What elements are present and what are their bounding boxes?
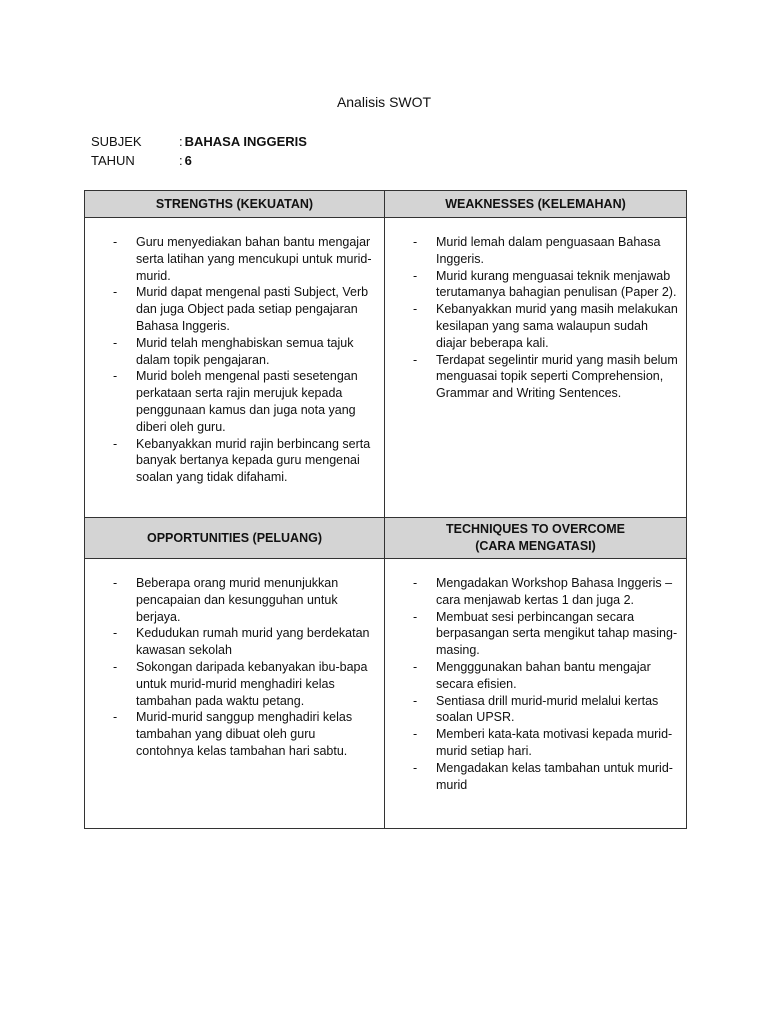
list-item-text: Mengggunakan bahan bantu mengajar secara efisien.: [436, 659, 651, 691]
list-item: [113, 284, 376, 334]
list-item-text: Murid boleh mengenal pasti sesetengan perkataan serta rajin merujuk kepada penggunaan kamus dan juga nota yang diberi oleh guru.: [136, 369, 358, 434]
bullet-dash: -: [113, 436, 118, 451]
bullet-dash: -: [113, 335, 118, 350]
list-item: [413, 659, 678, 693]
list-item-text: Membuat sesi perbincangan secara berpasangan serta mengikut tahap masing-masing.: [436, 609, 678, 658]
list-item: [113, 436, 376, 486]
list-item: [413, 609, 678, 659]
strengths-header: STRENGTHS (KEKUATAN): [85, 191, 385, 218]
bullet-dash: -: [413, 576, 418, 590]
list-item: [413, 301, 678, 351]
weaknesses-header: WEAKNESSES (KELEMAHAN): [385, 191, 687, 218]
list-item: [113, 335, 376, 369]
bullet-dash: -: [113, 710, 118, 725]
list-item-text: Mengadakan Workshop Bahasa Inggeris – cara menjawab kertas 1 dan juga 2.: [436, 576, 673, 607]
subject-label: SUBJEK: [91, 134, 142, 149]
list-item: [113, 625, 376, 659]
list-item: [413, 575, 678, 609]
bullet-dash: -: [413, 760, 418, 775]
list-item-text: Guru menyediakan bahan bantu mengajar serta latihan yang mencukupi untuk murid-murid.: [136, 235, 372, 283]
swot-table: [84, 190, 687, 829]
bullet-dash: -: [413, 727, 418, 742]
list-item-text: Terdapat segelintir murid yang masih belum menguasai topik seperti Comprehension, Grammar and Writing Sentences.: [436, 352, 678, 401]
list-item: [413, 268, 678, 302]
bullet-dash: -: [413, 352, 418, 367]
list-item: [113, 234, 376, 284]
list-item: [113, 659, 376, 709]
list-item-text: Murid kurang menguasai teknik menjawab terutamanya bahagian penulisan (Paper 2).: [436, 268, 677, 300]
bullet-dash: -: [113, 235, 118, 249]
subject-separator: :: [179, 134, 183, 149]
list-item-text: Sentiasa drill murid-murid melalui kertas soalan UPSR.: [436, 693, 659, 725]
opportunities-cell: [85, 559, 385, 829]
list-item-text: Memberi kata-kata motivasi kepada murid-murid setiap hari.: [436, 727, 673, 758]
techniques-list: [385, 559, 686, 793]
weaknesses-cell: [385, 218, 687, 518]
bullet-dash: -: [113, 626, 118, 641]
list-item: [413, 760, 678, 794]
subject-value: BAHASA INGGERIS: [184, 134, 307, 149]
bullet-dash: -: [413, 302, 418, 317]
page-title: Analisis SWOT: [336, 94, 432, 110]
list-item-text: Mengadakan kelas tambahan untuk murid-murid: [436, 760, 673, 792]
list-item-text: Murid lemah dalam penguasaan Bahasa Inggeris.: [436, 235, 661, 266]
list-item: [113, 575, 376, 625]
list-item: [413, 234, 678, 268]
list-item: [113, 368, 376, 435]
strengths-cell: [85, 218, 385, 518]
list-item: [413, 352, 678, 402]
list-item-text: Beberapa orang murid menunjukkan pencapaian dan kesungguhan untuk berjaya.: [136, 576, 339, 624]
year-row: [91, 153, 192, 169]
bullet-dash: -: [413, 693, 418, 708]
list-item-text: Murid-murid sanggup menghadiri kelas tambahan yang dibuat oleh guru contohnya kelas tambahan hari sabtu.: [136, 710, 353, 758]
techniques-header-line1: TECHNIQUES TO OVERCOME: [446, 522, 625, 536]
bullet-dash: -: [113, 285, 118, 300]
opportunities-list: [85, 559, 384, 760]
list-item: [113, 709, 376, 759]
list-item-text: Murid dapat mengenal pasti Subject, Verb dan juga Object pada setiap pengajaran Bahasa Inggeris.: [136, 285, 369, 333]
bullet-dash: -: [413, 235, 418, 249]
techniques-header-line2: (CARA MENGATASI): [475, 539, 596, 553]
list-item-text: Kebanyakkan murid rajin berbincang serta banyak bertanya kepada guru mengenai soalan yang tidak difahami.: [136, 436, 371, 485]
strengths-list: [85, 218, 384, 486]
list-item-text: Sokongan daripada kebanyakan ibu-bapa untuk murid-murid menghadiri kelas tambahan pada waktu petang.: [136, 659, 368, 708]
list-item: [413, 726, 678, 760]
weaknesses-list: [385, 218, 686, 402]
list-item-text: Kedudukan rumah murid yang berdekatan kawasan sekolah: [136, 626, 370, 658]
opportunities-header: OPPORTUNITIES (PELUANG): [85, 518, 385, 559]
bullet-dash: -: [413, 268, 418, 283]
bullet-dash: -: [113, 369, 118, 384]
techniques-cell: [385, 559, 687, 829]
year-value: 6: [184, 153, 192, 168]
bullet-dash: -: [113, 576, 118, 590]
bullet-dash: -: [113, 659, 118, 674]
subject-row: [91, 134, 307, 150]
list-item-text: Murid telah menghabiskan semua tajuk dalam topik pengajaran.: [136, 335, 354, 367]
year-separator: :: [179, 153, 183, 168]
year-label: TAHUN: [91, 153, 135, 168]
list-item: [413, 693, 678, 727]
list-item-text: Kebanyakkan murid yang masih melakukan kesilapan yang sama walaupun sudah diajar beberapa kali.: [436, 302, 678, 350]
bullet-dash: -: [413, 609, 418, 624]
techniques-header: [385, 518, 687, 559]
bullet-dash: -: [413, 659, 418, 674]
